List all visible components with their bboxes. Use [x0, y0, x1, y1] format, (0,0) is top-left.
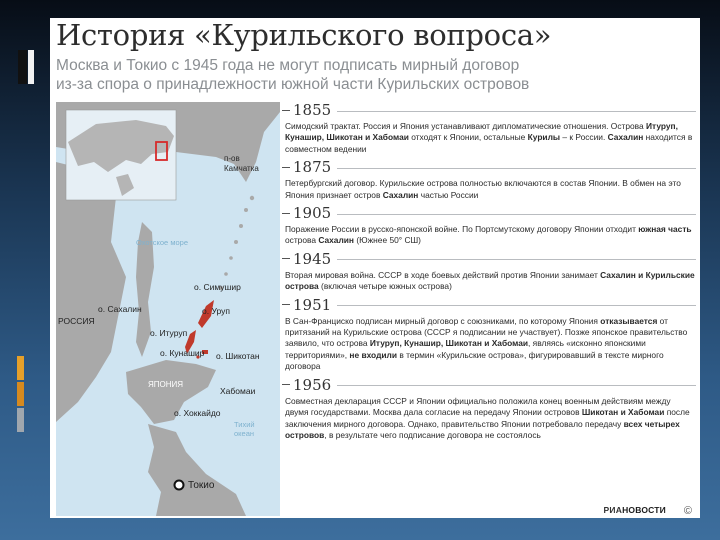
timeline-text-run: в термин «Курильские острова», фигурировавший в тексте мирного договора	[285, 349, 664, 372]
timeline-text-run: острова	[285, 235, 319, 246]
timeline-text-bold: Сахалин	[318, 235, 354, 246]
timeline-text-bold: всех четырех островов	[285, 418, 680, 440]
timeline-text-run: Петербургский договор. Курильские острова полностью включаются в состав Японии. В обмен на это Япония признает остров	[285, 178, 681, 200]
label-urup: о. Уруп	[202, 306, 230, 316]
page-subtitle: Москва и Токио с 1945 года не могут подписать мирный договор из-за спора о принадлежности южной части Курильских островов	[56, 57, 530, 93]
timeline-text-bold: Сахалин и Курильские острова	[285, 269, 695, 292]
timeline-text	[285, 178, 696, 201]
label-sakhalin: о. Сахалин	[98, 304, 142, 314]
timeline-text-run: (включая четыре южных острова)	[318, 281, 452, 292]
timeline-entry-1875	[282, 157, 696, 201]
timeline-text-run: Симодский трактат. Россия и Япония устанавливают дипломатические отношения. Острова	[285, 121, 646, 131]
timeline-text-run: от притязаний на Курильские острова (СССР я подписании не участвует). Позже японское правительство заявило, что острова	[285, 315, 688, 349]
timeline-entry-1951	[282, 295, 696, 373]
timeline-text-bold: Итуруп, Кунашир, Шикотан и Хабомаи	[369, 338, 529, 349]
timeline-year: 1875	[293, 158, 332, 177]
label-kamchatka: п-ов Камчатка	[224, 154, 259, 173]
label-russia: РОССИЯ	[58, 316, 95, 326]
history-timeline	[282, 100, 696, 443]
timeline-text-bold: Курилы	[527, 132, 561, 143]
timeline-year: 1951	[293, 295, 332, 314]
timeline-text-run: , являясь «исконно японскими территориями»,	[285, 338, 646, 360]
timeline-text-run: частью России	[418, 189, 479, 200]
slide-accent-orange-1	[17, 356, 24, 380]
copyright-icon: ©	[683, 505, 692, 517]
timeline-text-bold: Сахалин	[607, 132, 644, 143]
page-title: История «Курильского вопроса»	[56, 18, 552, 52]
label-pacific-ocean: Тихий океан	[234, 420, 255, 438]
timeline-text-run: отходят к Японии, остальные	[408, 132, 528, 143]
timeline-text	[285, 224, 696, 247]
timeline-entry-1945	[282, 249, 696, 293]
label-hokkaido: о. Хоккайдо	[174, 408, 221, 418]
timeline-text-bold: южная часть	[638, 224, 692, 235]
timeline-text	[285, 396, 696, 442]
timeline-text-run: (Южнее 50° СШ)	[354, 235, 421, 246]
timeline-entry-1855	[282, 100, 696, 155]
timeline-text-bold: Сахалин	[382, 189, 419, 200]
slide-accent-white	[28, 50, 34, 84]
timeline-text	[285, 270, 696, 293]
timeline-text-run: В Сан-Франциско подписан мирный договор с союзниками, по которому Япония	[285, 315, 601, 326]
timeline-text-run: находится в совместном ведении	[285, 132, 693, 154]
label-habomai: Хабомаи	[220, 386, 256, 396]
slide-accent-dark	[18, 50, 27, 84]
timeline-text	[285, 121, 696, 155]
timeline-text-run: – к России.	[560, 132, 608, 143]
timeline-text-run: Вторая мировая война. СССР в ходе боевых действий против Японии занимает	[285, 269, 601, 280]
kuril-map	[56, 102, 280, 516]
timeline-text-run: после заключения мирного договора. Однако, правительство Японии потребовало передачу	[285, 407, 690, 429]
label-kunashir: о. Кунашир	[160, 348, 205, 358]
timeline-year: 1945	[293, 249, 332, 268]
label-tokyo: Токио	[188, 480, 215, 491]
timeline-year: 1855	[293, 101, 332, 119]
label-simushir: о. Симушир	[194, 282, 241, 292]
timeline-entry-1956	[282, 375, 696, 442]
timeline-text-bold: не входили	[349, 349, 398, 360]
timeline-text-run: , в результате чего подписание договора не состоялось	[324, 429, 541, 440]
label-shikotan: о. Шикотан	[216, 351, 260, 361]
label-iturup: о. Итуруп	[150, 328, 188, 338]
timeline-text-run: Совместная декларация СССР и Японии официально положила конец военным действиям между двумя государствами. Москва дала согласие на передачу Японии островов	[285, 395, 671, 418]
label-japan: ЯПОНИЯ	[148, 380, 184, 389]
label-okhotsk-sea: Охотское море	[136, 238, 188, 247]
slide-accent-gray	[17, 408, 24, 432]
timeline-text-bold: отказывается	[600, 315, 658, 326]
timeline-text-bold: Итуруп, Кунашир, Шикотан и Хабомаи	[285, 121, 678, 143]
timeline-year: 1956	[293, 375, 332, 394]
timeline-text	[285, 316, 696, 373]
infographic-card	[50, 18, 700, 518]
timeline-text-bold: Шикотан и Хабомаи	[581, 407, 665, 418]
ria-novosti-logo: РИАНОВОСТИ	[603, 505, 666, 515]
timeline-year: 1905	[293, 204, 332, 223]
timeline-entry-1905	[282, 203, 696, 247]
slide-accent-orange-2	[17, 382, 24, 406]
timeline-text-run: Поражение России в русско-японской войне. По Портсмутскому договору Японии отходит	[285, 224, 639, 235]
